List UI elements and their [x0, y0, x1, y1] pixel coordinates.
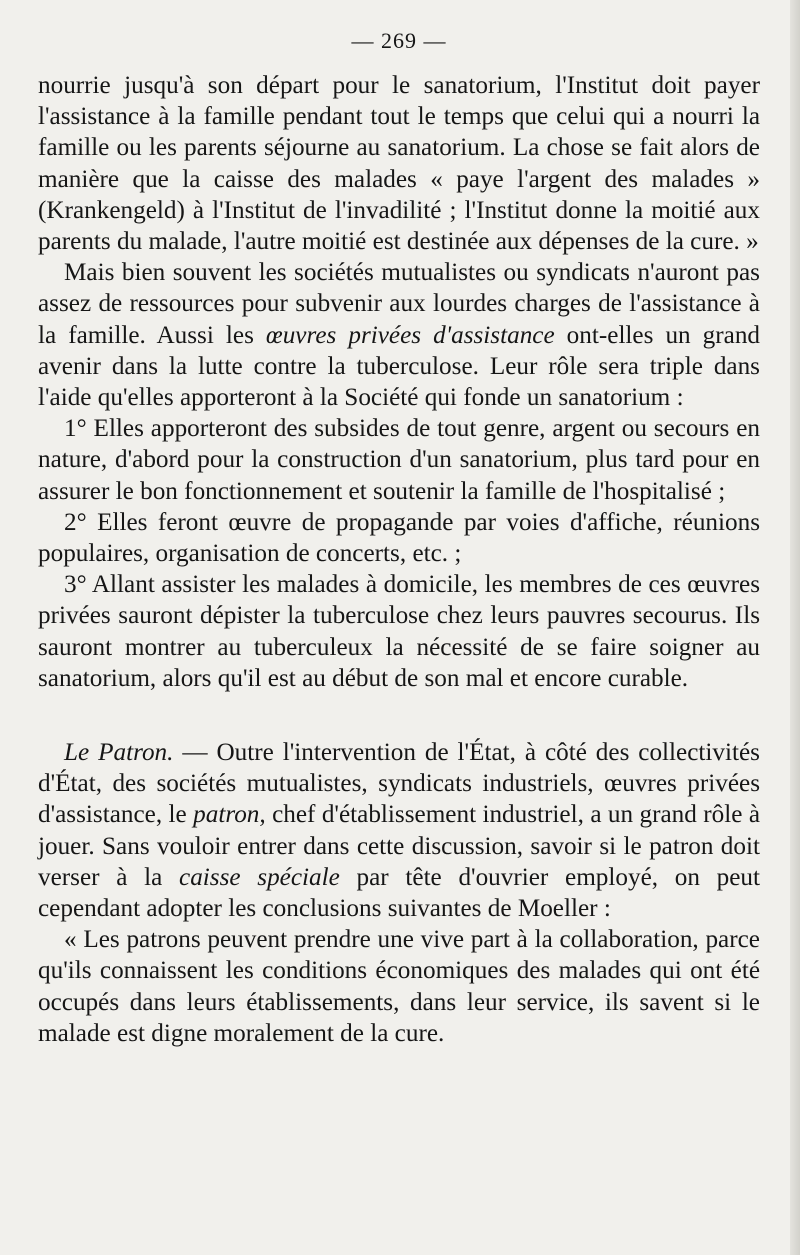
- text-segment: — Outre l'intervention de l'État, à côté des collectivités d'État, des sociétés mutualistes, syndicats industriels, œuvres privées d'assistance, le: [38, 739, 760, 829]
- text-segment: par tête d'ouvrier employé, on peut cependant adopter les conclusions suivantes de Moeller :: [38, 863, 761, 923]
- list-item-2: 2° Elles feront œuvre de propagande par voies d'affiche, réunions populaires, organisation de concerts, etc. ;: [38, 508, 760, 568]
- quotation-moeller: « Les patrons peuvent prendre une vive part à la collaboration, parce qu'ils connaissent les conditions économiques des malades qui ont été occupés dans leurs établissements, dans leur service, ils savent si le malade est digne moralement de la cure.: [38, 926, 760, 1047]
- page-edge-shadow: [790, 0, 800, 1255]
- text-segment: ont-elles un grand avenir dans la lutte contre la tuberculose. Leur rôle sera triple dans l'aide qu'elles apporteront à la Société qui fonde un sanatorium :: [38, 321, 761, 412]
- paragraph-continuation: nourrie jusqu'à son départ pour le sanatorium, l'Institut doit payer l'assistance à la famille pendant tout le temps que celui qui a nourri la famille ou les parents séjourne au sanatorium. La chose se fait alors de manière que la caisse des malades « paye l'argent des malades » (Krankengeld) à l'Institut de l'invadilité ; l'Institut donne la moitié aux parents du malade, l'autre moitié est destinée aux dépenses de la cure. »: [38, 72, 760, 256]
- body-text: [38, 70, 760, 1049]
- text-segment: chef d'établissement industriel, a un grand rôle à jouer. Sans vouloir entrer dans cette discussion, savoir si le patron doit verser à la: [38, 801, 760, 891]
- section-heading-le-patron: Le Patron.: [64, 739, 174, 767]
- paragraph-le-patron: [38, 737, 760, 924]
- italic-term: œuvres privées d'assistance: [265, 321, 555, 349]
- page-number: — 269 —: [351, 28, 447, 53]
- italic-term: caisse spéciale: [179, 863, 340, 891]
- text-segment: Mais bien souvent les sociétés mutualistes ou syndicats n'auront pas assez de ressources pour subvenir aux lourdes charges de l'assistance à la famille. Aussi les: [38, 259, 760, 349]
- italic-term: patron,: [193, 801, 266, 829]
- paragraph-oeuvres-privees: [38, 257, 760, 413]
- list-item-1: 1° Elles apporteront des subsides de tout genre, argent ou secours en nature, d'abord pour la construction d'un sanatorium, plus tard pour en assurer le bon fonctionnement et soutenir la famille de l'hospitalisé ;: [38, 415, 760, 505]
- list-item-3: 3° Allant assister les malades à domicile, les membres de ces œuvres privées sauront dépister la tuberculose chez leurs pauvres secourus. Ils sauront montrer au tuberculeux la nécessité de se faire soigner au sanatorium, alors qu'il est au début de son mal et encore curable.: [38, 571, 760, 692]
